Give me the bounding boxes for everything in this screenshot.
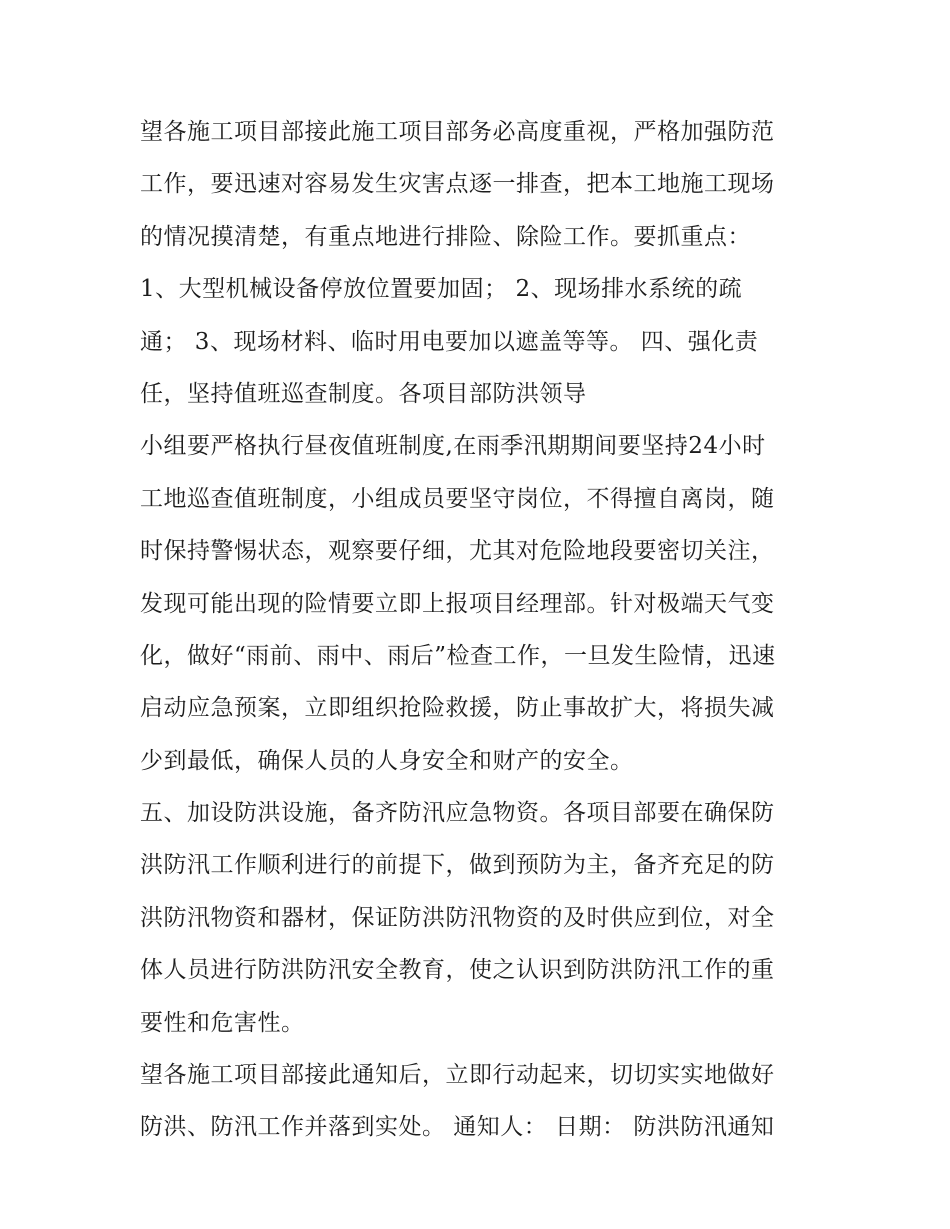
text-line-11: 化，做好“雨前、雨中、雨后”检查工作，一旦发生险情，迅速 <box>140 642 776 669</box>
text-line-14: 五、加设防洪设施，备齐防汛应急物资。各项目部要在确保防 <box>140 800 775 827</box>
text-line-15: 洪防汛工作顺利进行的前提下，做到预防为主，备齐充足的防 <box>140 852 775 879</box>
text-line-4: 1、大型机械设备停放位置要加固； 2、现场排水系统的疏 <box>140 276 743 303</box>
text-line-12: 启动应急预案，立即组织抢险救援，防止事故扩大，将损失减 <box>140 695 775 722</box>
text-line-5: 通； 3、现场材料、临时用电要加以遮盖等等。 四、强化责 <box>140 328 759 355</box>
text-line-3: 的情况摸清楚，有重点地进行排险、除险工作。要抓重点： <box>140 223 751 250</box>
text-line-20: 防洪、防汛工作并落到实处。 通知人： 日期： 防洪防汛通知 <box>140 1114 775 1141</box>
text-line-19: 望各施工项目部接此通知后，立即行动起来，切切实实地做好 <box>140 1062 775 1089</box>
text-line-13: 少到最低，确保人员的人身安全和财产的安全。 <box>140 747 634 774</box>
text-line-10: 发现可能出现的险情要立即上报项目经理部。针对极端天气变 <box>140 590 775 617</box>
document-body <box>140 106 820 1154</box>
text-line-7: 小组要严格执行昼夜值班制度,在雨季汛期期间要坚持24小时 <box>140 433 766 460</box>
text-line-8: 工地巡查值班制度，小组成员要坚守岗位，不得擅自离岗，随 <box>140 485 775 512</box>
text-line-18: 要性和危害性。 <box>140 1009 305 1036</box>
text-line-16: 洪防汛物资和器材，保证防洪防汛物资的及时供应到位，对全 <box>140 904 775 931</box>
text-line-2: 工作，要迅速对容易发生灾害点逐一排查，把本工地施工现场 <box>140 171 775 198</box>
text-line-6: 任，坚持值班巡查制度。各项目部防洪领导 <box>140 380 587 407</box>
text-line-17: 体人员进行防洪防汛安全教育，使之认识到防洪防汛工作的重 <box>140 957 775 984</box>
text-line-9: 时保持警惕状态，观察要仔细，尤其对危险地段要密切关注， <box>140 538 775 565</box>
text-line-1: 望各施工项目部接此施工项目部务必高度重视，严格加强防范 <box>140 119 775 145</box>
